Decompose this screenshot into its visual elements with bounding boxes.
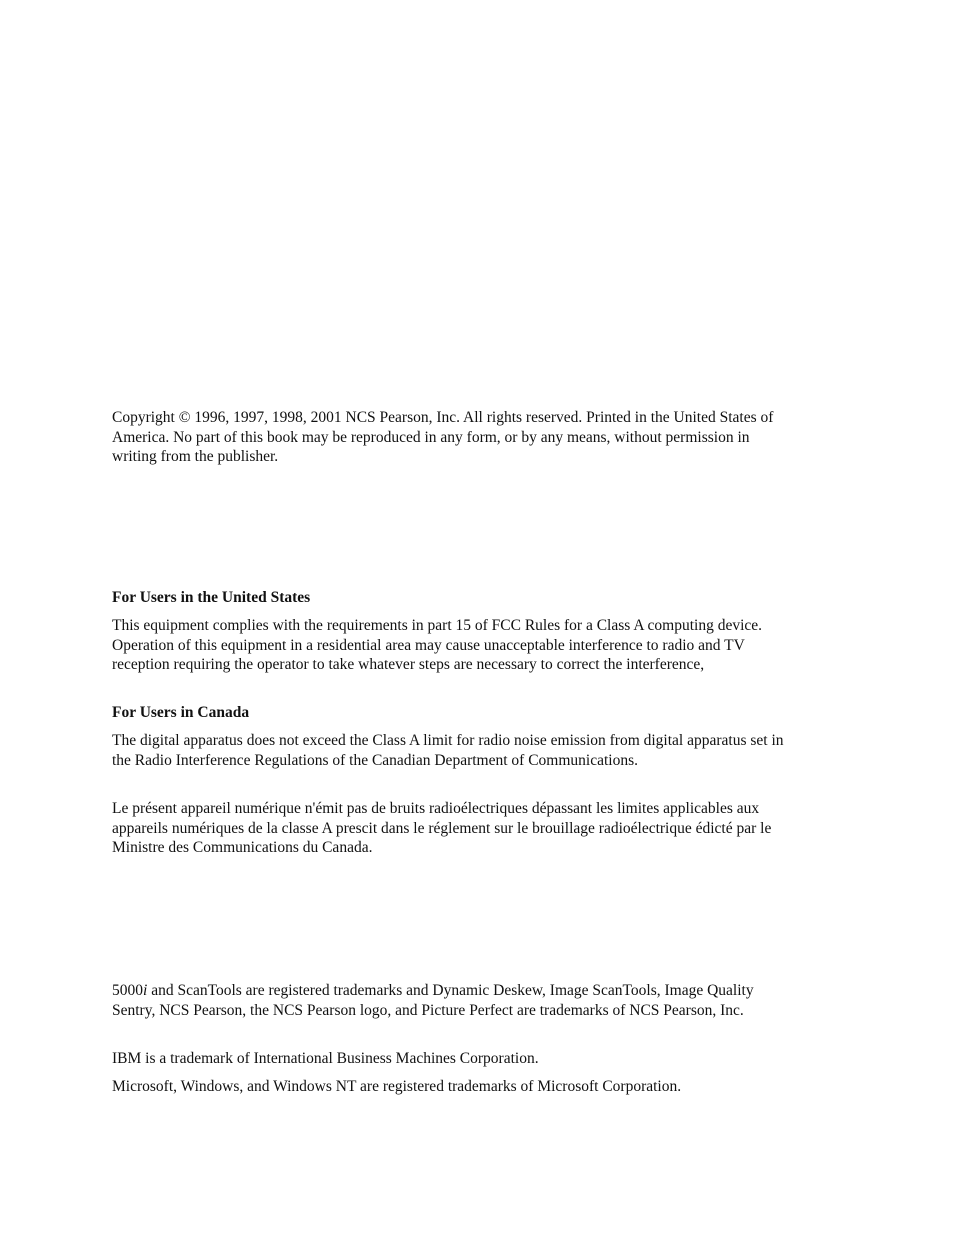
model-number: 5000 xyxy=(112,982,143,999)
model-suffix: i xyxy=(143,982,148,999)
trademark-ncs-pearson xyxy=(112,981,792,1020)
trademark-ibm: IBM is a trademark of International Business Machines Corporation. xyxy=(112,1050,539,1067)
trademark-microsoft: Microsoft, Windows, and Windows NT are registered trademarks of Microsoft Corporation. xyxy=(112,1078,682,1095)
trademark-ncs-pearson-text: and ScanTools are registered trademarks and Dynamic Deskew, Image ScanTools, Image Quality Sentry, NCS Pearson, the NCS Pearson logo, and Picture Perfect are trademarks of NCS Pearson, Inc. xyxy=(112,982,754,1019)
fcc-canada-statement-en: The digital apparatus does not exceed the Class A limit for radio noise emission from digital apparatus set in the Radio Interference Regulations of the Canadian Department of Communications. xyxy=(112,732,784,769)
fcc-us-statement: This equipment complies with the requirements in part 15 of FCC Rules for a Class A computing device. Operation of this equipment in a residential area may cause unacceptable interference to radio and TV reception requiring the operator to take whatever steps are necessary to correct the interference, xyxy=(112,617,763,674)
fcc-canada-statement-fr: Le présent appareil numérique n'émit pas de bruits radioélectriques dépassant les limites applicables aux appareils numériques de la classe A prescit dans le réglement sur le brouillage radioélectrique édicté par le Ministre des Communications du Canada. xyxy=(112,800,772,857)
fcc-us-heading: For Users in the United States xyxy=(112,589,311,606)
copyright-notice: Copyright © 1996, 1997, 1998, 2001 NCS Pearson, Inc. All rights reserved. Printed in the United States of America. No part of this book may be reproduced in any form, or by any means, without permission in writing from the publisher. xyxy=(112,409,774,466)
fcc-canada-heading: For Users in Canada xyxy=(112,704,250,721)
